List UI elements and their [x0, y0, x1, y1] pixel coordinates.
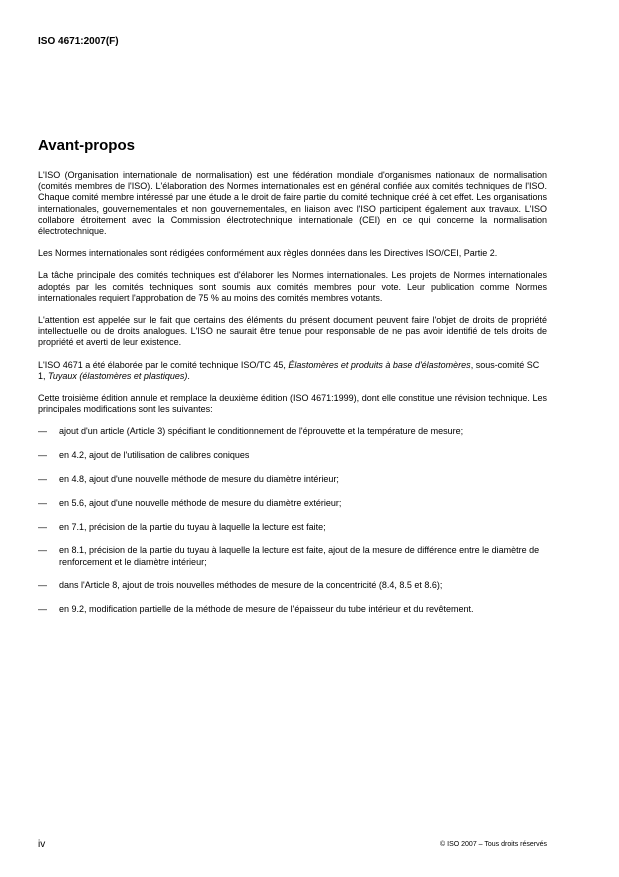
foreword-body	[38, 170, 547, 628]
committee-text-1: L'ISO 4671 a été élaborée par le comité technique ISO/TC 45,	[38, 359, 289, 370]
list-item-text: en 9.2, modification partielle de la méthode de mesure de l'épaisseur du tube intérieur et du revêtement.	[59, 604, 474, 615]
list-item-text: en 7.1, précision de la partie du tuyau à laquelle la lecture est faite;	[59, 521, 326, 532]
list-item	[38, 522, 547, 533]
dash-bullet: —	[38, 545, 47, 556]
list-item-text: en 8.1, précision de la partie du tuyau à laquelle la lecture est faite, ajout de la mesure de différence entre le diamètre de renforcement et le diamètre intérieur;	[59, 545, 540, 567]
paragraph-patent-rights: L'attention est appelée sur le fait que certains des éléments du présent document peuvent faire l'objet de droits de propriété intellectuelle ou de droits analogues. L'ISO ne saurait être tenue pour responsable de ne pas avoir identifié de tels droits de propriété et averti de leur existence.	[38, 315, 547, 348]
page-number: iv	[38, 839, 46, 850]
dash-bullet: —	[38, 604, 47, 615]
list-item	[38, 450, 547, 461]
paragraph-directives: Les Normes internationales sont rédigées conformément aux règles données dans les Directives ISO/CEI, Partie 2.	[38, 248, 498, 259]
list-item-text: en 4.8, ajout d'une nouvelle méthode de mesure du diamètre intérieur;	[59, 474, 339, 485]
list-item-text: en 5.6, ajout d'une nouvelle méthode de mesure du diamètre extérieur;	[59, 497, 342, 508]
list-item	[38, 545, 547, 567]
paragraph-edition-info: Cette troisième édition annule et remplace la deuxième édition (ISO 4671:1999), dont elle constitue une révision technique. Les principales modifications sont les suivantes:	[38, 393, 547, 415]
list-item-text: dans l'Article 8, ajout de trois nouvelles méthodes de mesure de la concentricité (8.4, 8.5 et 8.6);	[59, 580, 443, 591]
committee-text-2: , sous-comité SC 1,	[38, 359, 540, 381]
dash-bullet: —	[38, 450, 47, 461]
page-title: Avant-propos	[38, 137, 135, 154]
list-item	[38, 474, 547, 485]
list-item-text: ajout d'un article (Article 3) spécifiant le conditionnement de l'éprouvette et la température de mesure;	[59, 426, 464, 437]
dash-bullet: —	[38, 474, 47, 485]
dash-bullet: —	[38, 580, 47, 591]
committee-text-3: .	[187, 370, 190, 381]
document-id-header: ISO 4671:2007(F)	[38, 36, 119, 47]
list-item	[38, 498, 547, 509]
list-item	[38, 604, 547, 615]
paragraph-iso-organisation: L'ISO (Organisation internationale de normalisation) est une fédération mondiale d'organismes nationaux de normalisation (comités membres de l'ISO). L'élaboration des Normes internationales est en général confiée aux comités techniques de l'ISO. Chaque comité membre intéressé par une étude a le droit de faire partie du comité technique créé à cet effet. Les organisations internationales, gouvernementales et non gouvernementales, en liaison avec l'ISO participent également aux travaux. L'ISO collabore étroitement avec la Commission électrotechnique internationale (CEI) en ce qui concerne la normalisation électrotechnique.	[38, 170, 547, 237]
dash-bullet: —	[38, 426, 47, 437]
modifications-list	[38, 426, 547, 615]
subcommittee-title-italic: Tuyaux (élastomères et plastiques)	[48, 370, 188, 381]
list-item-text: en 4.2, ajout de l'utilisation de calibres coniques	[59, 450, 250, 461]
list-item	[38, 580, 547, 591]
dash-bullet: —	[38, 521, 47, 532]
paragraph-committee-info	[38, 360, 547, 382]
paragraph-technical-committees: La tâche principale des comités techniques est d'élaborer les Normes internationales. Les projets de Normes internationales adoptés par les comités techniques sont soumis aux comités membres pour vote. Leur publication comme Normes internationales requiert l'approbation de 75 % au moins des comités membres votants.	[38, 270, 547, 303]
dash-bullet: —	[38, 497, 47, 508]
committee-title-italic: Élastomères et produits à base d'élastomères	[288, 359, 471, 370]
copyright-notice: © ISO 2007 – Tous droits réservés	[440, 841, 547, 848]
list-item	[38, 426, 547, 437]
